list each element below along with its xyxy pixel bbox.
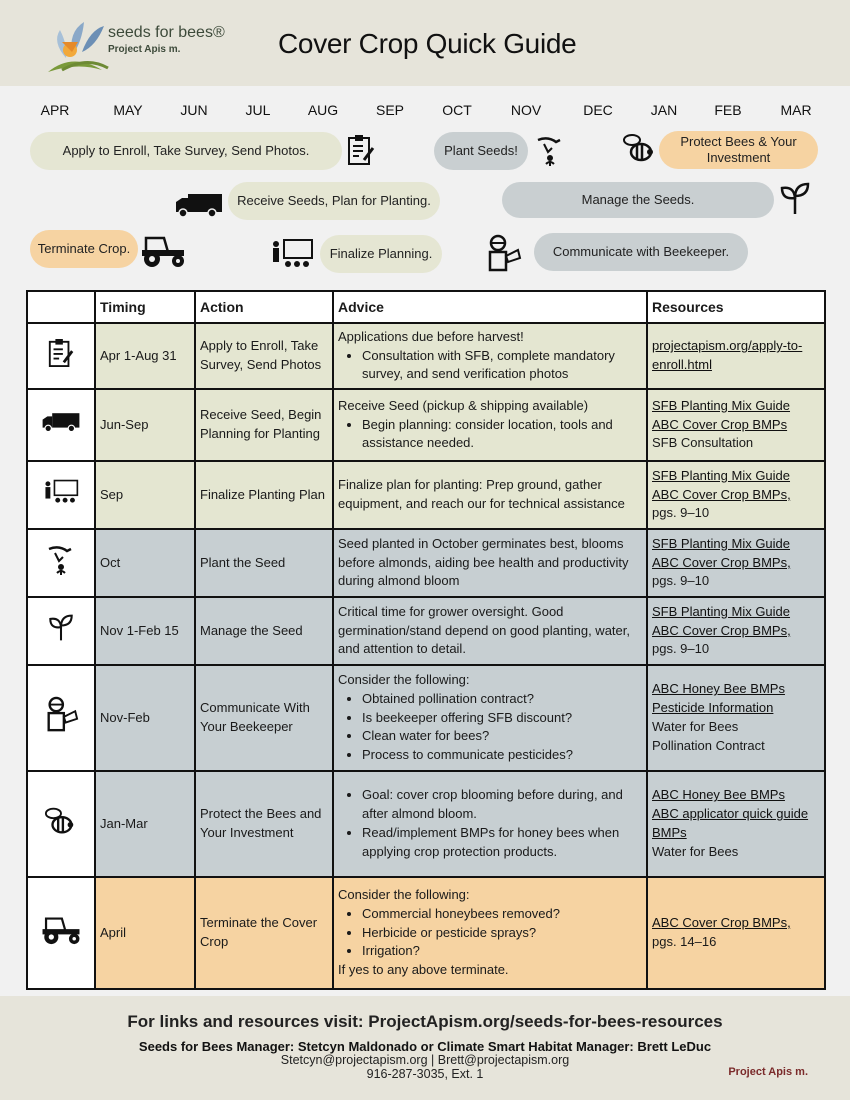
table-row	[27, 529, 825, 597]
action-cell: Communicate With Your Beekeeper	[195, 665, 333, 771]
advice-text: Applications due before harvest!	[338, 328, 524, 344]
advice-list	[338, 416, 642, 454]
header-advice: Advice	[333, 291, 647, 323]
brand-line-1: seeds for bees®	[108, 24, 225, 41]
advice-text: Receive Seed (pickup & shipping available)	[338, 397, 589, 413]
month-label: OCT	[442, 102, 472, 118]
resource-link[interactable]: ABC Cover Crop BMPs,	[652, 554, 791, 570]
advice-bullet: • Read/implement BMPs for honey bees when applying crop protection products.	[362, 824, 642, 862]
advice-list	[338, 786, 642, 861]
action-cell: Manage the Seed	[195, 597, 333, 665]
timing-cell: Apr 1-Aug 31	[95, 323, 195, 389]
resource-link[interactable]: Pesticide Information	[652, 700, 774, 716]
resource-text: pgs. 9–10	[652, 641, 710, 657]
planting-hand-icon	[45, 565, 77, 580]
beekeeper-icon	[43, 723, 79, 738]
project-apism-logo: Project Apis m.	[728, 1066, 808, 1078]
resource-link[interactable]: ABC Cover Crop BMPs,	[652, 622, 791, 638]
resource-link[interactable]: SFB Planting Mix Guide	[652, 603, 791, 619]
tractor-icon	[138, 234, 188, 268]
month-label: FEB	[714, 102, 742, 118]
presentation-icon	[43, 494, 79, 509]
advice-text: Critical time for grower oversight. Good germination/stand depend on good planting, water, and attention to detail.	[338, 603, 630, 657]
truck-icon	[174, 192, 224, 218]
footer-phone: 916-287-3035, Ext. 1	[366, 1067, 484, 1081]
advice-list	[338, 690, 642, 765]
row-icon-cell	[27, 389, 95, 461]
resources-cell	[647, 597, 825, 665]
bee-icon	[622, 130, 658, 166]
header-icon-cell	[27, 291, 95, 323]
advice-bullet: • Obtained pollination contract?	[362, 690, 642, 709]
advice-text: Finalize plan for planting: Prep ground, gather equipment, and reach our for technical assistance	[338, 477, 625, 511]
timeline-plant-pill: Plant Seeds!	[434, 132, 528, 170]
advice-list	[338, 347, 642, 385]
table-row	[27, 323, 825, 389]
month-label: MAR	[780, 102, 812, 118]
timing-cell: Jan-Mar	[95, 771, 195, 877]
advice-cell	[333, 461, 647, 529]
advice-cell	[333, 877, 647, 989]
footer	[0, 996, 850, 1100]
month-label: JUN	[180, 102, 208, 118]
timeline-protect-pill: Protect Bees & Your Investment	[659, 131, 818, 169]
resource-link[interactable]: ABC Cover Crop BMPs,	[652, 915, 791, 931]
month-row	[0, 102, 850, 122]
clipboard-icon	[346, 134, 376, 166]
timing-cell: Sep	[95, 461, 195, 529]
resource-link[interactable]: projectapism.org/apply-to-enroll.html	[652, 338, 803, 372]
header-resources: Resources	[647, 291, 825, 323]
resources-cell	[647, 665, 825, 771]
page-title: Cover Crop Quick Guide	[278, 28, 577, 59]
advice-list	[338, 905, 642, 962]
timing-cell: Jun-Sep	[95, 389, 195, 461]
resource-link[interactable]: ABC Cover Crop BMPs	[652, 416, 788, 432]
resource-text: pgs. 9–10	[652, 505, 710, 521]
resource-link[interactable]: SFB Planting Mix Guide	[652, 535, 791, 551]
advice-bullet: • Is beekeeper offering SFB discount?	[362, 709, 642, 728]
action-cell: Protect the Bees and Your Investment	[195, 771, 333, 877]
month-label: MAY	[113, 102, 143, 118]
timeline-apply-pill: Apply to Enroll, Take Survey, Send Photos.	[30, 132, 342, 170]
header-timing: Timing	[95, 291, 195, 323]
table-row	[27, 461, 825, 529]
timing-cell: Nov 1-Feb 15	[95, 597, 195, 665]
sprout-icon	[47, 631, 75, 646]
table-row	[27, 389, 825, 461]
row-icon-cell	[27, 877, 95, 989]
bee-icon	[44, 826, 78, 841]
timeline-finalize-pill: Finalize Planning.	[320, 235, 442, 273]
resource-text: Pollination Contract	[652, 737, 765, 753]
month-label: JUL	[245, 102, 271, 118]
action-cell: Receive Seed, Begin Planning for Planting	[195, 389, 333, 461]
presentation-icon	[270, 238, 314, 270]
header-action: Action	[195, 291, 333, 323]
resource-link[interactable]: ABC Honey Bee BMPs	[652, 787, 785, 803]
row-icon-cell	[27, 461, 95, 529]
advice-cell	[333, 389, 647, 461]
resource-text: Water for Bees	[652, 843, 739, 859]
action-cell: Apply to Enroll, Take Survey, Send Photos	[195, 323, 333, 389]
table-header-row	[27, 291, 825, 323]
action-cell: Finalize Planting Plan	[195, 461, 333, 529]
resource-link[interactable]: SFB Planting Mix Guide	[652, 467, 791, 483]
resource-text: pgs. 14–16	[652, 934, 717, 949]
row-icon-cell	[27, 597, 95, 665]
month-label: DEC	[583, 102, 613, 118]
timing-cell: Nov-Feb	[95, 665, 195, 771]
timeline-communicate-pill: Communicate with Beekeeper.	[534, 233, 748, 271]
resources-cell	[647, 529, 825, 597]
guide-table	[26, 290, 826, 990]
advice-cell	[333, 597, 647, 665]
row-icon-cell	[27, 665, 95, 771]
advice-bullet: • Herbicide or pesticide sprays?	[362, 924, 642, 943]
month-label: APR	[40, 102, 70, 118]
advice-bullet: • Consultation with SFB, complete mandatory survey, and send verification photos	[362, 347, 642, 385]
advice-text: Consider the following:	[338, 671, 470, 687]
row-icon-cell	[27, 771, 95, 877]
table-row	[27, 771, 825, 877]
resources-cell	[647, 771, 825, 877]
advice-bullet: • Begin planning: consider location, tools and assistance needed.	[362, 416, 642, 454]
sprout-icon	[778, 182, 812, 216]
advice-bullet: • Process to communicate pesticides?	[362, 746, 642, 765]
advice-bullet: • Clean water for bees?	[362, 727, 642, 746]
truck-icon	[41, 421, 81, 436]
brand-line-2: Project Apis m.	[108, 44, 181, 55]
timing-cell: Oct	[95, 529, 195, 597]
header	[0, 0, 850, 86]
resource-text: Water for Bees	[652, 719, 739, 734]
advice-bullet: • Commercial honeybees removed?	[362, 905, 642, 924]
timeline-receive-pill: Receive Seeds, Plan for Planting.	[228, 182, 440, 220]
timeline-manage-pill: Manage the Seeds.	[502, 182, 774, 218]
tractor-icon	[39, 934, 83, 949]
resources-cell	[647, 323, 825, 389]
month-label: JAN	[650, 102, 678, 118]
advice-text: Seed planted in October germinates best, blooms before almonds, aiding bee health and productivity during almond bloom	[338, 535, 629, 589]
advice-cell	[333, 771, 647, 877]
row-icon-cell	[27, 323, 95, 389]
row-icon-cell	[27, 529, 95, 597]
footer-emails[interactable]: Stetcyn@projectapism.org | Brett@projectapism.org	[280, 1053, 570, 1067]
planting-hand-icon	[534, 134, 566, 168]
resource-link[interactable]: SFB Planting Mix Guide	[652, 397, 791, 413]
advice-cell	[333, 529, 647, 597]
advice-bullet: • Goal: cover crop blooming before during, and after almond bloom.	[362, 786, 642, 824]
resource-link[interactable]: ABC Honey Bee BMPs	[652, 681, 785, 697]
resources-cell	[647, 877, 825, 989]
resource-link[interactable]: ABC applicator quick guide BMPs	[652, 806, 809, 840]
advice-cell	[333, 665, 647, 771]
footer-resources-link[interactable]: For links and resources visit: ProjectApism.org/seeds-for-bees-resources	[127, 1012, 723, 1031]
footer-managers: Seeds for Bees Manager: Stetcyn Maldonado or Climate Smart Habitat Manager: Brett LeDuc	[138, 1039, 712, 1054]
advice-bullet: • Irrigation?	[362, 942, 642, 961]
action-cell: Terminate the Cover Crop	[195, 877, 333, 989]
resource-text: pgs. 9–10	[652, 573, 710, 589]
resources-cell	[647, 389, 825, 461]
table-row	[27, 597, 825, 665]
table-row	[27, 665, 825, 771]
action-cell: Plant the Seed	[195, 529, 333, 597]
month-label: NOV	[510, 102, 542, 118]
timing-cell: April	[95, 877, 195, 989]
resource-text: SFB Consultation	[652, 435, 754, 451]
advice-text: Consider the following:	[338, 886, 470, 902]
advice-footnote: If yes to any above terminate.	[338, 962, 509, 978]
resource-link[interactable]: ABC Cover Crop BMPs,	[652, 486, 791, 502]
beekeeper-icon	[484, 234, 522, 274]
table-row	[27, 877, 825, 989]
resources-cell	[647, 461, 825, 529]
timeline-terminate-pill: Terminate Crop.	[30, 230, 138, 268]
advice-cell	[333, 323, 647, 389]
clipboard-icon	[47, 356, 75, 371]
month-label: SEP	[375, 102, 405, 118]
month-label: AUG	[307, 102, 339, 118]
